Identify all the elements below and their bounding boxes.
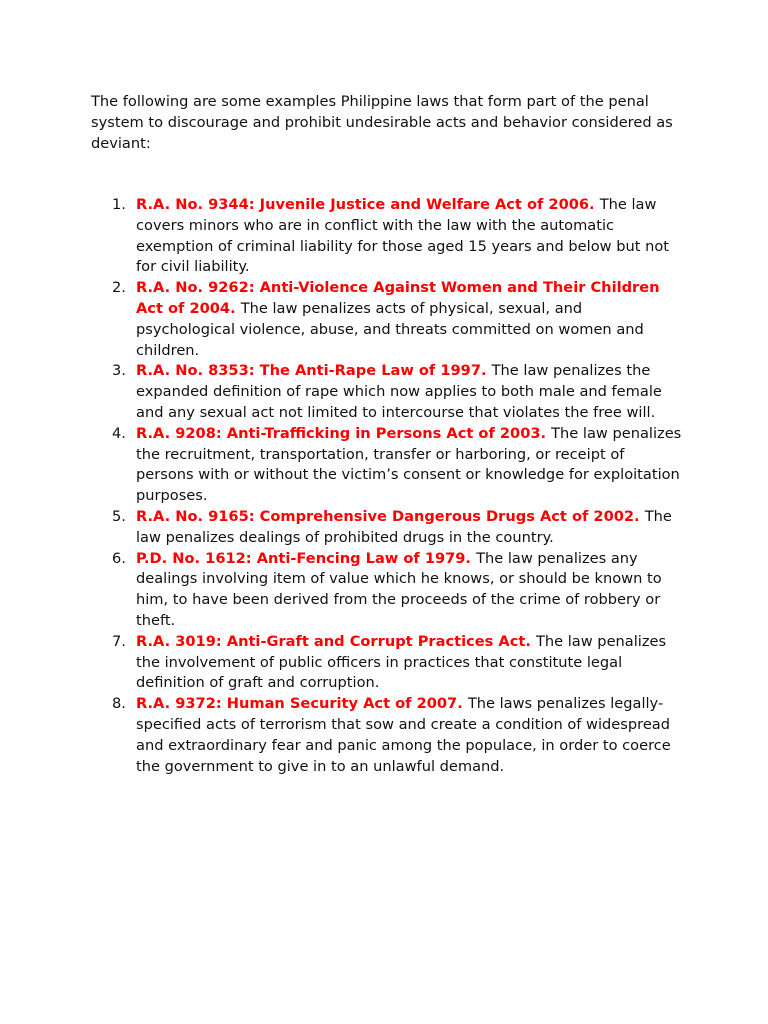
law-description: The laws penalizes legally-specified acts of terrorism that sow and create a condition of widespread and extraordinary fear and panic among the populace, in order to coerce the government to give in to an unlawful demand. xyxy=(136,695,671,775)
list-item-number: 1. xyxy=(112,196,126,213)
list-item-number: 3. xyxy=(112,362,126,380)
law-description: The law covers minors who are in conflict with the law with the automatic exemption of criminal liability for those aged 15 years and below but not for civil liability. xyxy=(136,196,669,276)
law-title: R.A. 3019: Anti-Graft and Corrupt Practices Act. xyxy=(136,632,536,650)
list-item-number: 4. xyxy=(112,424,126,442)
law-title: R.A. 9372: Human Security Act of 2007. xyxy=(136,695,468,713)
law-description: The law penalizes dealings of prohibited drugs in the country. xyxy=(136,507,672,546)
law-title: R.A. No. 9165: Comprehensive Dangerous Drugs Act of 2002. xyxy=(136,507,645,525)
list-item xyxy=(112,361,684,423)
law-list xyxy=(112,195,684,777)
list-item xyxy=(112,632,684,694)
law-description: The law penalizes the recruitment, transportation, transfer or harboring, or receipt of persons with or without the victim’s consent or knowledge for exploitation purposes. xyxy=(136,424,682,505)
list-item-number: 5. xyxy=(112,507,126,525)
law-description: The law penalizes any dealings involving item of value which he knows, or should be known to him, to have been derived from the proceeds of the crime of robbery or theft. xyxy=(136,549,662,629)
law-title: R.A. 9208: Anti-Trafficking in Persons Act of 2003. xyxy=(136,424,552,442)
list-item-number: 7. xyxy=(112,632,126,650)
list-item xyxy=(112,507,684,549)
list-item xyxy=(112,278,684,361)
list-item-number: 2. xyxy=(112,279,126,297)
list-item xyxy=(112,694,684,777)
law-title: P.D. No. 1612: Anti-Fencing Law of 1979. xyxy=(136,549,477,567)
list-item-number: 8. xyxy=(112,695,126,713)
law-description: The law penalizes the involvement of public officers in practices that constitute legal definition of graft and corruption. xyxy=(136,632,667,692)
intro-paragraph: The following are some examples Philippine laws that form part of the penal system to discourage and prohibit undesirable acts and behavior considered as deviant: xyxy=(91,93,673,152)
law-title: R.A. No. 9344: Juvenile Justice and Welfare Act of 2006. xyxy=(136,196,600,213)
list-item xyxy=(112,424,684,507)
law-title: R.A. No. 8353: The Anti-Rape Law of 1997. xyxy=(136,362,492,380)
list-item-number: 6. xyxy=(112,549,126,567)
list-item xyxy=(112,195,684,278)
law-description: The law penalizes the expanded definition of rape which now applies to both male and female and any sexual act not limited to intercourse that violates the free will. xyxy=(136,362,662,421)
law-description: The law penalizes acts of physical, sexual, and psychological violence, abuse, and threats committed on women and children. xyxy=(136,299,644,359)
list-item xyxy=(112,549,684,632)
law-title: R.A. No. 9262: Anti-Violence Against Women and Their Children Act of 2004. xyxy=(136,279,660,317)
